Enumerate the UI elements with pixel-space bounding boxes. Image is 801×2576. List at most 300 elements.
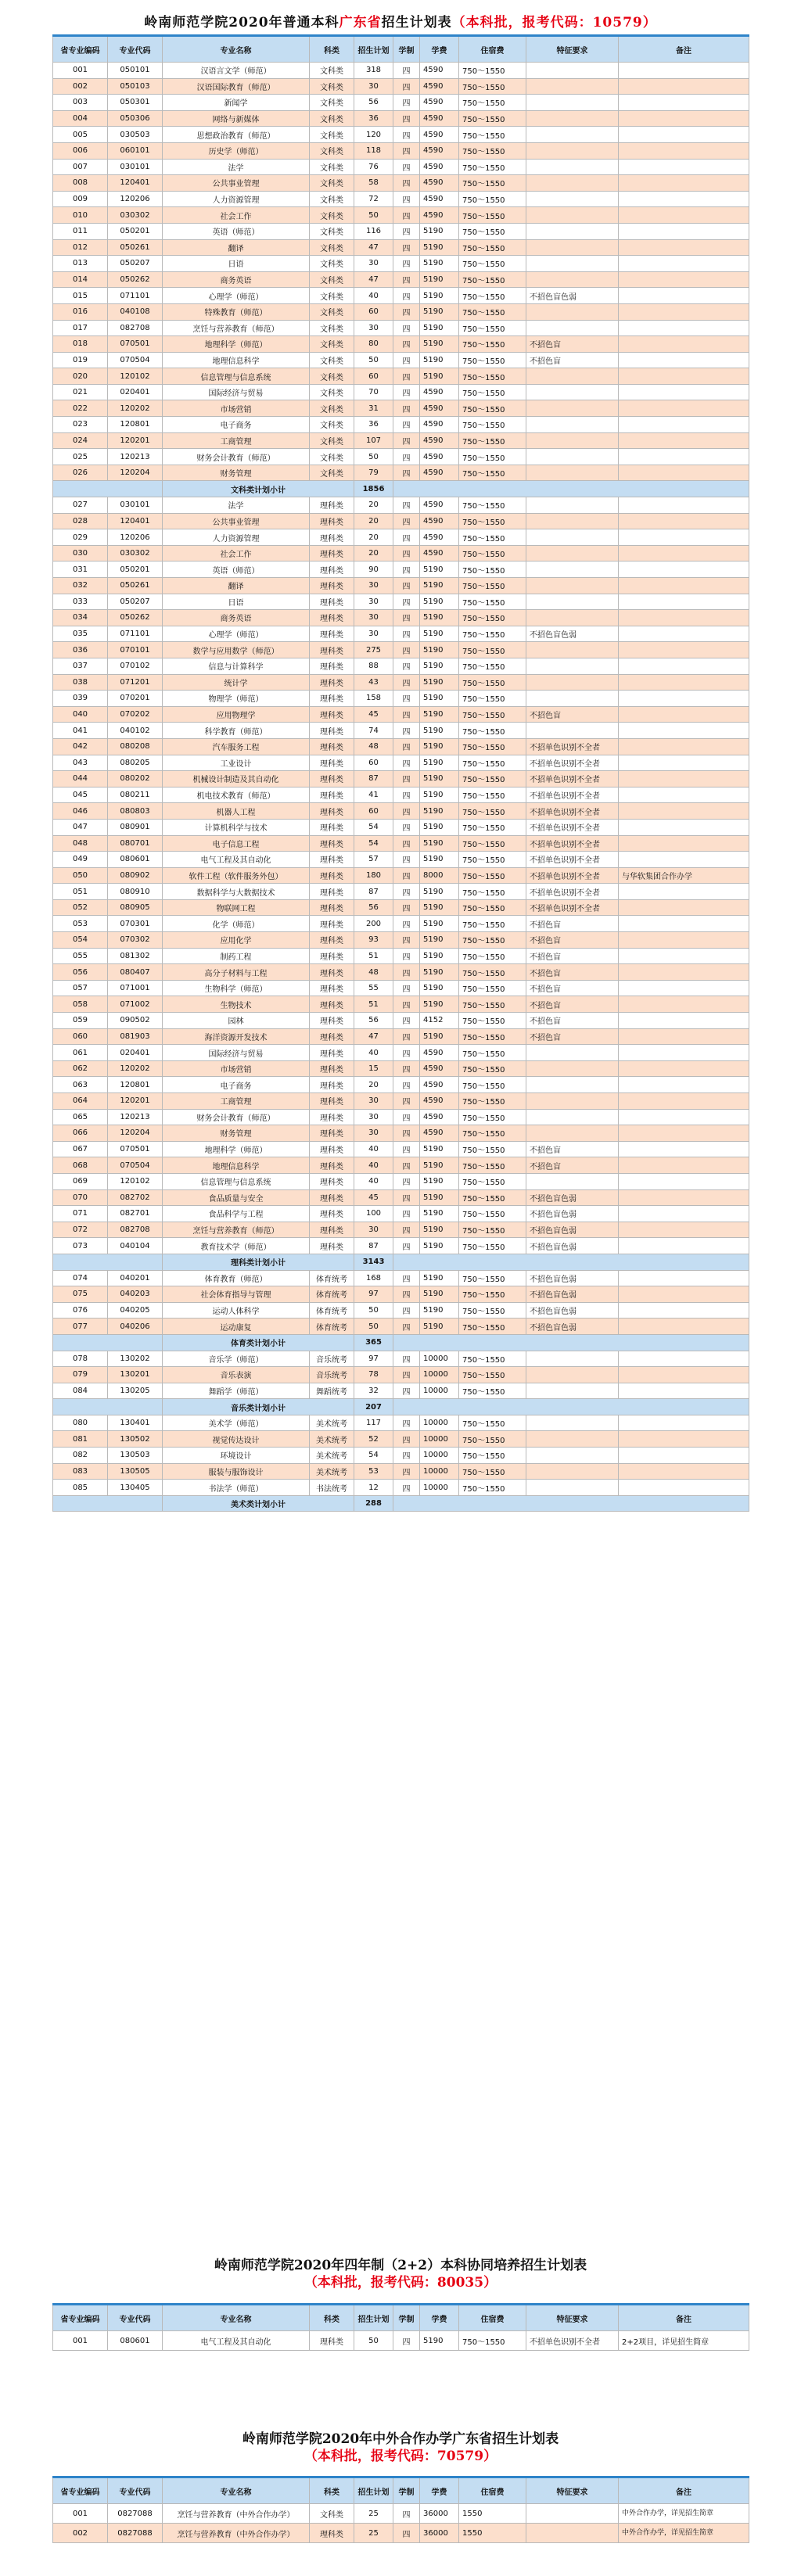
section-3-title: 岭南师范学院2020年中外合作办学广东省招生计划表 bbox=[242, 2431, 559, 2447]
cell-duration: 四 bbox=[393, 1077, 420, 1093]
cell-tuition: 5190 bbox=[420, 658, 459, 674]
table-row bbox=[53, 996, 749, 1013]
table-row bbox=[53, 110, 749, 127]
cell-major-code: 130503 bbox=[108, 1448, 163, 1464]
cell-subject-type: 文科类 bbox=[310, 175, 354, 192]
cell-tuition: 4590 bbox=[420, 78, 459, 95]
cell-major-code: 130401 bbox=[108, 1415, 163, 1431]
cell-remark bbox=[619, 223, 749, 239]
cell-tuition: 5190 bbox=[420, 803, 459, 820]
table-row bbox=[53, 723, 749, 739]
cell-subject-type: 理科类 bbox=[310, 561, 354, 578]
cell-remark bbox=[619, 1351, 749, 1367]
cell-requirement: 不招单色识别不全者 bbox=[526, 2331, 619, 2351]
table-row bbox=[53, 127, 749, 143]
cell-province-code: 013 bbox=[53, 256, 108, 272]
cell-requirement bbox=[526, 1125, 619, 1142]
subtotal-label: 理科类计划小计 bbox=[163, 1254, 354, 1270]
cell-remark bbox=[619, 207, 749, 224]
cell-major-name: 服装与服饰设计 bbox=[163, 1463, 310, 1480]
cell-subject-type: 理科类 bbox=[310, 1189, 354, 1206]
cell-province-code: 017 bbox=[53, 320, 108, 336]
cell-requirement: 不招色盲 bbox=[526, 996, 619, 1013]
cell-major-code: 120206 bbox=[108, 191, 163, 207]
table-row bbox=[53, 787, 749, 803]
cell-major-name: 工商管理 bbox=[163, 1093, 310, 1110]
cell-subject-type: 理科类 bbox=[310, 497, 354, 514]
cell-requirement bbox=[526, 1431, 619, 1448]
cell-tuition: 4590 bbox=[420, 449, 459, 465]
cell-accommodation-fee: 750～1550 bbox=[459, 1238, 526, 1254]
cell-requirement: 不招单色识别不全者 bbox=[526, 835, 619, 852]
cell-remark: 中外合作办学，详见招生简章 bbox=[619, 2524, 749, 2543]
cell-requirement: 不招单色识别不全者 bbox=[526, 787, 619, 803]
table-row bbox=[53, 1302, 749, 1318]
cell-major-name: 英语（师范） bbox=[163, 223, 310, 239]
cell-subject-type: 文科类 bbox=[310, 127, 354, 143]
cell-plan-count: 40 bbox=[354, 1157, 393, 1174]
header-requirement: 特征要求 bbox=[526, 2305, 619, 2331]
cell-tuition: 10000 bbox=[420, 1415, 459, 1431]
cell-tuition: 5190 bbox=[420, 1318, 459, 1335]
cell-plan-count: 200 bbox=[354, 916, 393, 932]
header-accommodation-fee: 住宿费 bbox=[459, 2477, 526, 2504]
cell-accommodation-fee: 750～1550 bbox=[459, 626, 526, 642]
cell-duration: 四 bbox=[393, 1013, 420, 1029]
cell-major-name: 地理科学（师范） bbox=[163, 336, 310, 353]
cell-subject-type: 文科类 bbox=[310, 320, 354, 336]
cell-duration: 四 bbox=[393, 626, 420, 642]
cell-province-code: 001 bbox=[53, 2504, 108, 2524]
cell-accommodation-fee: 750～1550 bbox=[459, 1060, 526, 1077]
cell-subject-type: 音乐统考 bbox=[310, 1351, 354, 1367]
cell-tuition: 4590 bbox=[420, 1125, 459, 1142]
cell-tuition: 4590 bbox=[420, 142, 459, 159]
cell-province-code: 037 bbox=[53, 658, 108, 674]
cell-duration: 四 bbox=[393, 594, 420, 610]
cell-major-name: 人力资源管理 bbox=[163, 191, 310, 207]
cell-tuition: 5190 bbox=[420, 1222, 459, 1238]
cell-remark bbox=[619, 513, 749, 529]
cell-subject-type: 文科类 bbox=[310, 288, 354, 304]
table-row bbox=[53, 916, 749, 932]
cell-province-code: 026 bbox=[53, 465, 108, 481]
cell-remark bbox=[619, 1302, 749, 1318]
cell-subject-type: 理科类 bbox=[310, 545, 354, 561]
cell-plan-count: 100 bbox=[354, 1206, 393, 1222]
cell-province-code: 001 bbox=[53, 2331, 108, 2351]
cell-major-name: 市场营销 bbox=[163, 400, 310, 417]
cell-duration: 四 bbox=[393, 578, 420, 594]
table-row bbox=[53, 239, 749, 256]
subtotal-empty bbox=[53, 1495, 163, 1512]
cell-remark bbox=[619, 819, 749, 835]
cell-duration: 四 bbox=[393, 738, 420, 755]
cell-tuition: 4590 bbox=[420, 110, 459, 127]
cell-duration: 四 bbox=[393, 1189, 420, 1206]
cell-major-name: 人力资源管理 bbox=[163, 529, 310, 546]
subtotal-value: 1856 bbox=[354, 481, 393, 497]
cell-province-code: 057 bbox=[53, 980, 108, 996]
cell-subject-type: 美术统考 bbox=[310, 1448, 354, 1464]
table-row bbox=[53, 980, 749, 996]
subtotal-empty bbox=[53, 1399, 163, 1415]
subtotal-empty bbox=[393, 481, 749, 497]
cell-tuition: 4590 bbox=[420, 1060, 459, 1077]
cell-requirement bbox=[526, 1077, 619, 1093]
cell-major-name: 汉语国际教育（师范） bbox=[163, 78, 310, 95]
subtotal-value: 288 bbox=[354, 1495, 393, 1512]
cell-province-code: 073 bbox=[53, 1238, 108, 1254]
cell-remark bbox=[619, 1431, 749, 1448]
cell-major-code: 070501 bbox=[108, 336, 163, 353]
cell-province-code: 041 bbox=[53, 723, 108, 739]
cell-province-code: 006 bbox=[53, 142, 108, 159]
cell-requirement: 不招色盲色弱 bbox=[526, 1206, 619, 1222]
cell-remark bbox=[619, 980, 749, 996]
cell-major-name: 高分子材料与工程 bbox=[163, 964, 310, 981]
cell-province-code: 079 bbox=[53, 1367, 108, 1383]
cell-accommodation-fee: 750～1550 bbox=[459, 239, 526, 256]
cell-plan-count: 25 bbox=[354, 2524, 393, 2543]
cell-accommodation-fee: 750～1550 bbox=[459, 2331, 526, 2351]
cell-major-code: 040102 bbox=[108, 723, 163, 739]
cell-remark bbox=[619, 465, 749, 481]
table-row bbox=[53, 1045, 749, 1061]
cell-province-code: 045 bbox=[53, 787, 108, 803]
cell-accommodation-fee: 750～1550 bbox=[459, 578, 526, 594]
table-row bbox=[53, 738, 749, 755]
cell-major-name: 市场营销 bbox=[163, 1060, 310, 1077]
cell-duration: 四 bbox=[393, 884, 420, 900]
table-row bbox=[53, 1270, 749, 1286]
cell-requirement: 不招色盲 bbox=[526, 916, 619, 932]
cell-province-code: 085 bbox=[53, 1480, 108, 1496]
cell-accommodation-fee: 750～1550 bbox=[459, 320, 526, 336]
table-row bbox=[53, 191, 749, 207]
cell-remark bbox=[619, 256, 749, 272]
cell-major-name: 公共事业管理 bbox=[163, 175, 310, 192]
cell-major-name: 电气工程及其自动化 bbox=[163, 852, 310, 868]
cell-requirement bbox=[526, 159, 619, 175]
cell-accommodation-fee: 750～1550 bbox=[459, 916, 526, 932]
cell-remark bbox=[619, 432, 749, 449]
cell-plan-count: 116 bbox=[354, 223, 393, 239]
cell-requirement bbox=[526, 2524, 619, 2543]
cell-major-code: 120206 bbox=[108, 529, 163, 546]
cell-province-code: 067 bbox=[53, 1141, 108, 1157]
cell-remark bbox=[619, 578, 749, 594]
cell-plan-count: 76 bbox=[354, 159, 393, 175]
cell-major-code: 120102 bbox=[108, 1173, 163, 1189]
cell-remark bbox=[619, 529, 749, 546]
cell-tuition: 10000 bbox=[420, 1463, 459, 1480]
cell-remark: 2+2项目，详见招生简章 bbox=[619, 2331, 749, 2351]
cell-remark bbox=[619, 1222, 749, 1238]
cell-major-name: 翻译 bbox=[163, 239, 310, 256]
title-note: （本科批，报考代码：10579） bbox=[451, 15, 657, 30]
cell-major-name: 地理信息科学 bbox=[163, 352, 310, 368]
cell-remark bbox=[619, 932, 749, 949]
cell-subject-type: 理科类 bbox=[310, 1028, 354, 1045]
cell-province-code: 027 bbox=[53, 497, 108, 514]
cell-requirement bbox=[526, 78, 619, 95]
cell-accommodation-fee: 750～1550 bbox=[459, 1189, 526, 1206]
table-row bbox=[53, 2524, 749, 2543]
cell-plan-count: 60 bbox=[354, 368, 393, 385]
cell-tuition: 5190 bbox=[420, 594, 459, 610]
cell-plan-count: 47 bbox=[354, 271, 393, 288]
cell-subject-type: 体育统考 bbox=[310, 1270, 354, 1286]
table-row bbox=[53, 674, 749, 691]
cell-plan-count: 30 bbox=[354, 578, 393, 594]
cell-requirement: 不招色盲色弱 bbox=[526, 1302, 619, 1318]
table-row bbox=[53, 1157, 749, 1174]
subtotal-value: 365 bbox=[354, 1334, 393, 1351]
cell-major-name: 科学教育（师范） bbox=[163, 723, 310, 739]
cell-accommodation-fee: 750～1550 bbox=[459, 1351, 526, 1367]
cell-province-code: 053 bbox=[53, 916, 108, 932]
cell-remark bbox=[619, 1286, 749, 1303]
cell-requirement: 不招色盲 bbox=[526, 336, 619, 353]
cell-subject-type: 理科类 bbox=[310, 948, 354, 964]
cell-requirement bbox=[526, 175, 619, 192]
cell-subject-type: 理科类 bbox=[310, 755, 354, 771]
cell-remark bbox=[619, 384, 749, 400]
cell-subject-type: 理科类 bbox=[310, 1125, 354, 1142]
cell-duration: 四 bbox=[393, 288, 420, 304]
cell-requirement bbox=[526, 529, 619, 546]
cell-remark bbox=[619, 738, 749, 755]
cell-major-name: 电气工程及其自动化 bbox=[163, 2331, 310, 2351]
cell-plan-count: 87 bbox=[354, 884, 393, 900]
cell-accommodation-fee: 750～1550 bbox=[459, 948, 526, 964]
cell-accommodation-fee: 750～1550 bbox=[459, 964, 526, 981]
cell-major-name: 心理学（师范） bbox=[163, 626, 310, 642]
cell-major-name: 食品质量与安全 bbox=[163, 1189, 310, 1206]
cell-province-code: 023 bbox=[53, 417, 108, 433]
cell-requirement bbox=[526, 449, 619, 465]
cell-duration: 四 bbox=[393, 674, 420, 691]
cell-remark bbox=[619, 303, 749, 320]
cell-duration: 四 bbox=[393, 1270, 420, 1286]
cell-accommodation-fee: 750～1550 bbox=[459, 545, 526, 561]
cell-major-code: 080205 bbox=[108, 755, 163, 771]
cell-plan-count: 15 bbox=[354, 1060, 393, 1077]
cell-duration: 四 bbox=[393, 1238, 420, 1254]
cell-tuition: 5190 bbox=[420, 368, 459, 385]
header-major-code: 专业代码 bbox=[108, 2305, 163, 2331]
cell-remark bbox=[619, 561, 749, 578]
cell-requirement: 不招单色识别不全者 bbox=[526, 899, 619, 916]
cell-major-name: 网络与新媒体 bbox=[163, 110, 310, 127]
subtotal-label: 美术类计划小计 bbox=[163, 1495, 354, 1512]
cell-remark bbox=[619, 642, 749, 658]
cell-subject-type: 美术统考 bbox=[310, 1431, 354, 1448]
plan-table-sino-foreign bbox=[52, 2476, 749, 2543]
cell-accommodation-fee: 750～1550 bbox=[459, 755, 526, 771]
cell-major-code: 070201 bbox=[108, 691, 163, 707]
table-row bbox=[53, 578, 749, 594]
table-row bbox=[53, 288, 749, 304]
cell-subject-type: 理科类 bbox=[310, 1157, 354, 1174]
cell-remark bbox=[619, 916, 749, 932]
cell-duration: 四 bbox=[393, 1045, 420, 1061]
header-tuition: 学费 bbox=[420, 2305, 459, 2331]
table-row bbox=[53, 449, 749, 465]
cell-major-code: 070504 bbox=[108, 352, 163, 368]
cell-plan-count: 180 bbox=[354, 867, 393, 884]
cell-remark bbox=[619, 1383, 749, 1399]
table-row bbox=[53, 803, 749, 820]
cell-requirement: 不招色盲 bbox=[526, 1028, 619, 1045]
cell-subject-type: 理科类 bbox=[310, 803, 354, 820]
cell-accommodation-fee: 750～1550 bbox=[459, 787, 526, 803]
cell-tuition: 5190 bbox=[420, 771, 459, 788]
cell-requirement bbox=[526, 545, 619, 561]
cell-province-code: 033 bbox=[53, 594, 108, 610]
cell-accommodation-fee: 750～1550 bbox=[459, 819, 526, 835]
cell-major-code: 020401 bbox=[108, 384, 163, 400]
cell-duration: 四 bbox=[393, 159, 420, 175]
cell-duration: 四 bbox=[393, 384, 420, 400]
cell-major-name: 计算机科学与技术 bbox=[163, 819, 310, 835]
cell-tuition: 5190 bbox=[420, 1141, 459, 1157]
cell-remark bbox=[619, 449, 749, 465]
header-accommodation-fee: 住宿费 bbox=[459, 2305, 526, 2331]
cell-major-name: 园林 bbox=[163, 1013, 310, 1029]
cell-remark: 中外合作办学，详见招生简章 bbox=[619, 2504, 749, 2524]
cell-plan-count: 53 bbox=[354, 1463, 393, 1480]
cell-remark bbox=[619, 803, 749, 820]
cell-plan-count: 47 bbox=[354, 239, 393, 256]
cell-duration: 四 bbox=[393, 1431, 420, 1448]
cell-duration: 四 bbox=[393, 964, 420, 981]
cell-subject-type: 理科类 bbox=[310, 1141, 354, 1157]
cell-major-code: 090502 bbox=[108, 1013, 163, 1029]
cell-major-name: 化学（师范） bbox=[163, 916, 310, 932]
cell-accommodation-fee: 750～1550 bbox=[459, 803, 526, 820]
cell-accommodation-fee: 750～1550 bbox=[459, 706, 526, 723]
cell-duration: 四 bbox=[393, 2504, 420, 2524]
cell-subject-type: 美术统考 bbox=[310, 1415, 354, 1431]
cell-major-name: 海洋资源开发技术 bbox=[163, 1028, 310, 1045]
cell-province-code: 024 bbox=[53, 432, 108, 449]
cell-province-code: 025 bbox=[53, 449, 108, 465]
cell-province-code: 078 bbox=[53, 1351, 108, 1367]
cell-tuition: 5190 bbox=[420, 642, 459, 658]
cell-accommodation-fee: 750～1550 bbox=[459, 159, 526, 175]
cell-subject-type: 文科类 bbox=[310, 78, 354, 95]
cell-remark bbox=[619, 706, 749, 723]
cell-accommodation-fee: 750～1550 bbox=[459, 884, 526, 900]
cell-major-code: 120201 bbox=[108, 1093, 163, 1110]
cell-major-code: 050207 bbox=[108, 256, 163, 272]
cell-accommodation-fee: 750～1550 bbox=[459, 835, 526, 852]
cell-major-name: 软件工程（软件服务外包） bbox=[163, 867, 310, 884]
cell-duration: 四 bbox=[393, 78, 420, 95]
table-row bbox=[53, 899, 749, 916]
cell-province-code: 032 bbox=[53, 578, 108, 594]
cell-requirement: 不招色盲色弱 bbox=[526, 1318, 619, 1335]
cell-remark bbox=[619, 545, 749, 561]
cell-accommodation-fee: 750～1550 bbox=[459, 465, 526, 481]
cell-duration: 四 bbox=[393, 867, 420, 884]
cell-accommodation-fee: 750～1550 bbox=[459, 867, 526, 884]
cell-province-code: 008 bbox=[53, 175, 108, 192]
cell-duration: 四 bbox=[393, 1060, 420, 1077]
cell-tuition: 5190 bbox=[420, 610, 459, 626]
cell-accommodation-fee: 750～1550 bbox=[459, 932, 526, 949]
cell-duration: 四 bbox=[393, 271, 420, 288]
cell-subject-type: 理科类 bbox=[310, 1077, 354, 1093]
cell-requirement bbox=[526, 95, 619, 111]
cell-accommodation-fee: 750～1550 bbox=[459, 1125, 526, 1142]
cell-requirement bbox=[526, 1045, 619, 1061]
cell-remark bbox=[619, 288, 749, 304]
table-row bbox=[53, 368, 749, 385]
subtotal-empty bbox=[53, 1254, 163, 1270]
cell-plan-count: 120 bbox=[354, 127, 393, 143]
table-row bbox=[53, 691, 749, 707]
cell-accommodation-fee: 750～1550 bbox=[459, 1286, 526, 1303]
subtotal-value: 207 bbox=[354, 1399, 393, 1415]
cell-subject-type: 文科类 bbox=[310, 465, 354, 481]
cell-subject-type: 理科类 bbox=[310, 610, 354, 626]
table-row bbox=[53, 1238, 749, 1254]
cell-tuition: 4590 bbox=[420, 545, 459, 561]
table-row bbox=[53, 706, 749, 723]
header-province-code: 省专业编码 bbox=[53, 36, 108, 63]
cell-tuition: 5190 bbox=[420, 706, 459, 723]
cell-major-code: 030302 bbox=[108, 545, 163, 561]
cell-subject-type: 理科类 bbox=[310, 2331, 354, 2351]
cell-tuition: 5190 bbox=[420, 948, 459, 964]
cell-plan-count: 318 bbox=[354, 63, 393, 79]
cell-major-code: 120801 bbox=[108, 417, 163, 433]
cell-tuition: 4590 bbox=[420, 127, 459, 143]
cell-plan-count: 70 bbox=[354, 384, 393, 400]
cell-requirement bbox=[526, 642, 619, 658]
cell-province-code: 082 bbox=[53, 1448, 108, 1464]
cell-duration: 四 bbox=[393, 1286, 420, 1303]
cell-tuition: 5190 bbox=[420, 819, 459, 835]
cell-subject-type: 文科类 bbox=[310, 400, 354, 417]
cell-major-code: 130405 bbox=[108, 1480, 163, 1496]
cell-major-code: 080902 bbox=[108, 867, 163, 884]
cell-remark bbox=[619, 336, 749, 353]
cell-duration: 四 bbox=[393, 256, 420, 272]
cell-plan-count: 30 bbox=[354, 1093, 393, 1110]
cell-major-code: 070202 bbox=[108, 706, 163, 723]
cell-requirement bbox=[526, 432, 619, 449]
table-row bbox=[53, 545, 749, 561]
cell-subject-type: 理科类 bbox=[310, 1060, 354, 1077]
cell-subject-type: 理科类 bbox=[310, 932, 354, 949]
cell-major-code: 120201 bbox=[108, 432, 163, 449]
cell-duration: 四 bbox=[393, 642, 420, 658]
cell-province-code: 052 bbox=[53, 899, 108, 916]
cell-accommodation-fee: 750～1550 bbox=[459, 63, 526, 79]
cell-remark bbox=[619, 175, 749, 192]
cell-tuition: 5190 bbox=[420, 852, 459, 868]
header-duration: 学制 bbox=[393, 2305, 420, 2331]
cell-major-code: 130505 bbox=[108, 1463, 163, 1480]
cell-major-code: 060101 bbox=[108, 142, 163, 159]
cell-duration: 四 bbox=[393, 852, 420, 868]
cell-duration: 四 bbox=[393, 127, 420, 143]
table-row bbox=[53, 2504, 749, 2524]
